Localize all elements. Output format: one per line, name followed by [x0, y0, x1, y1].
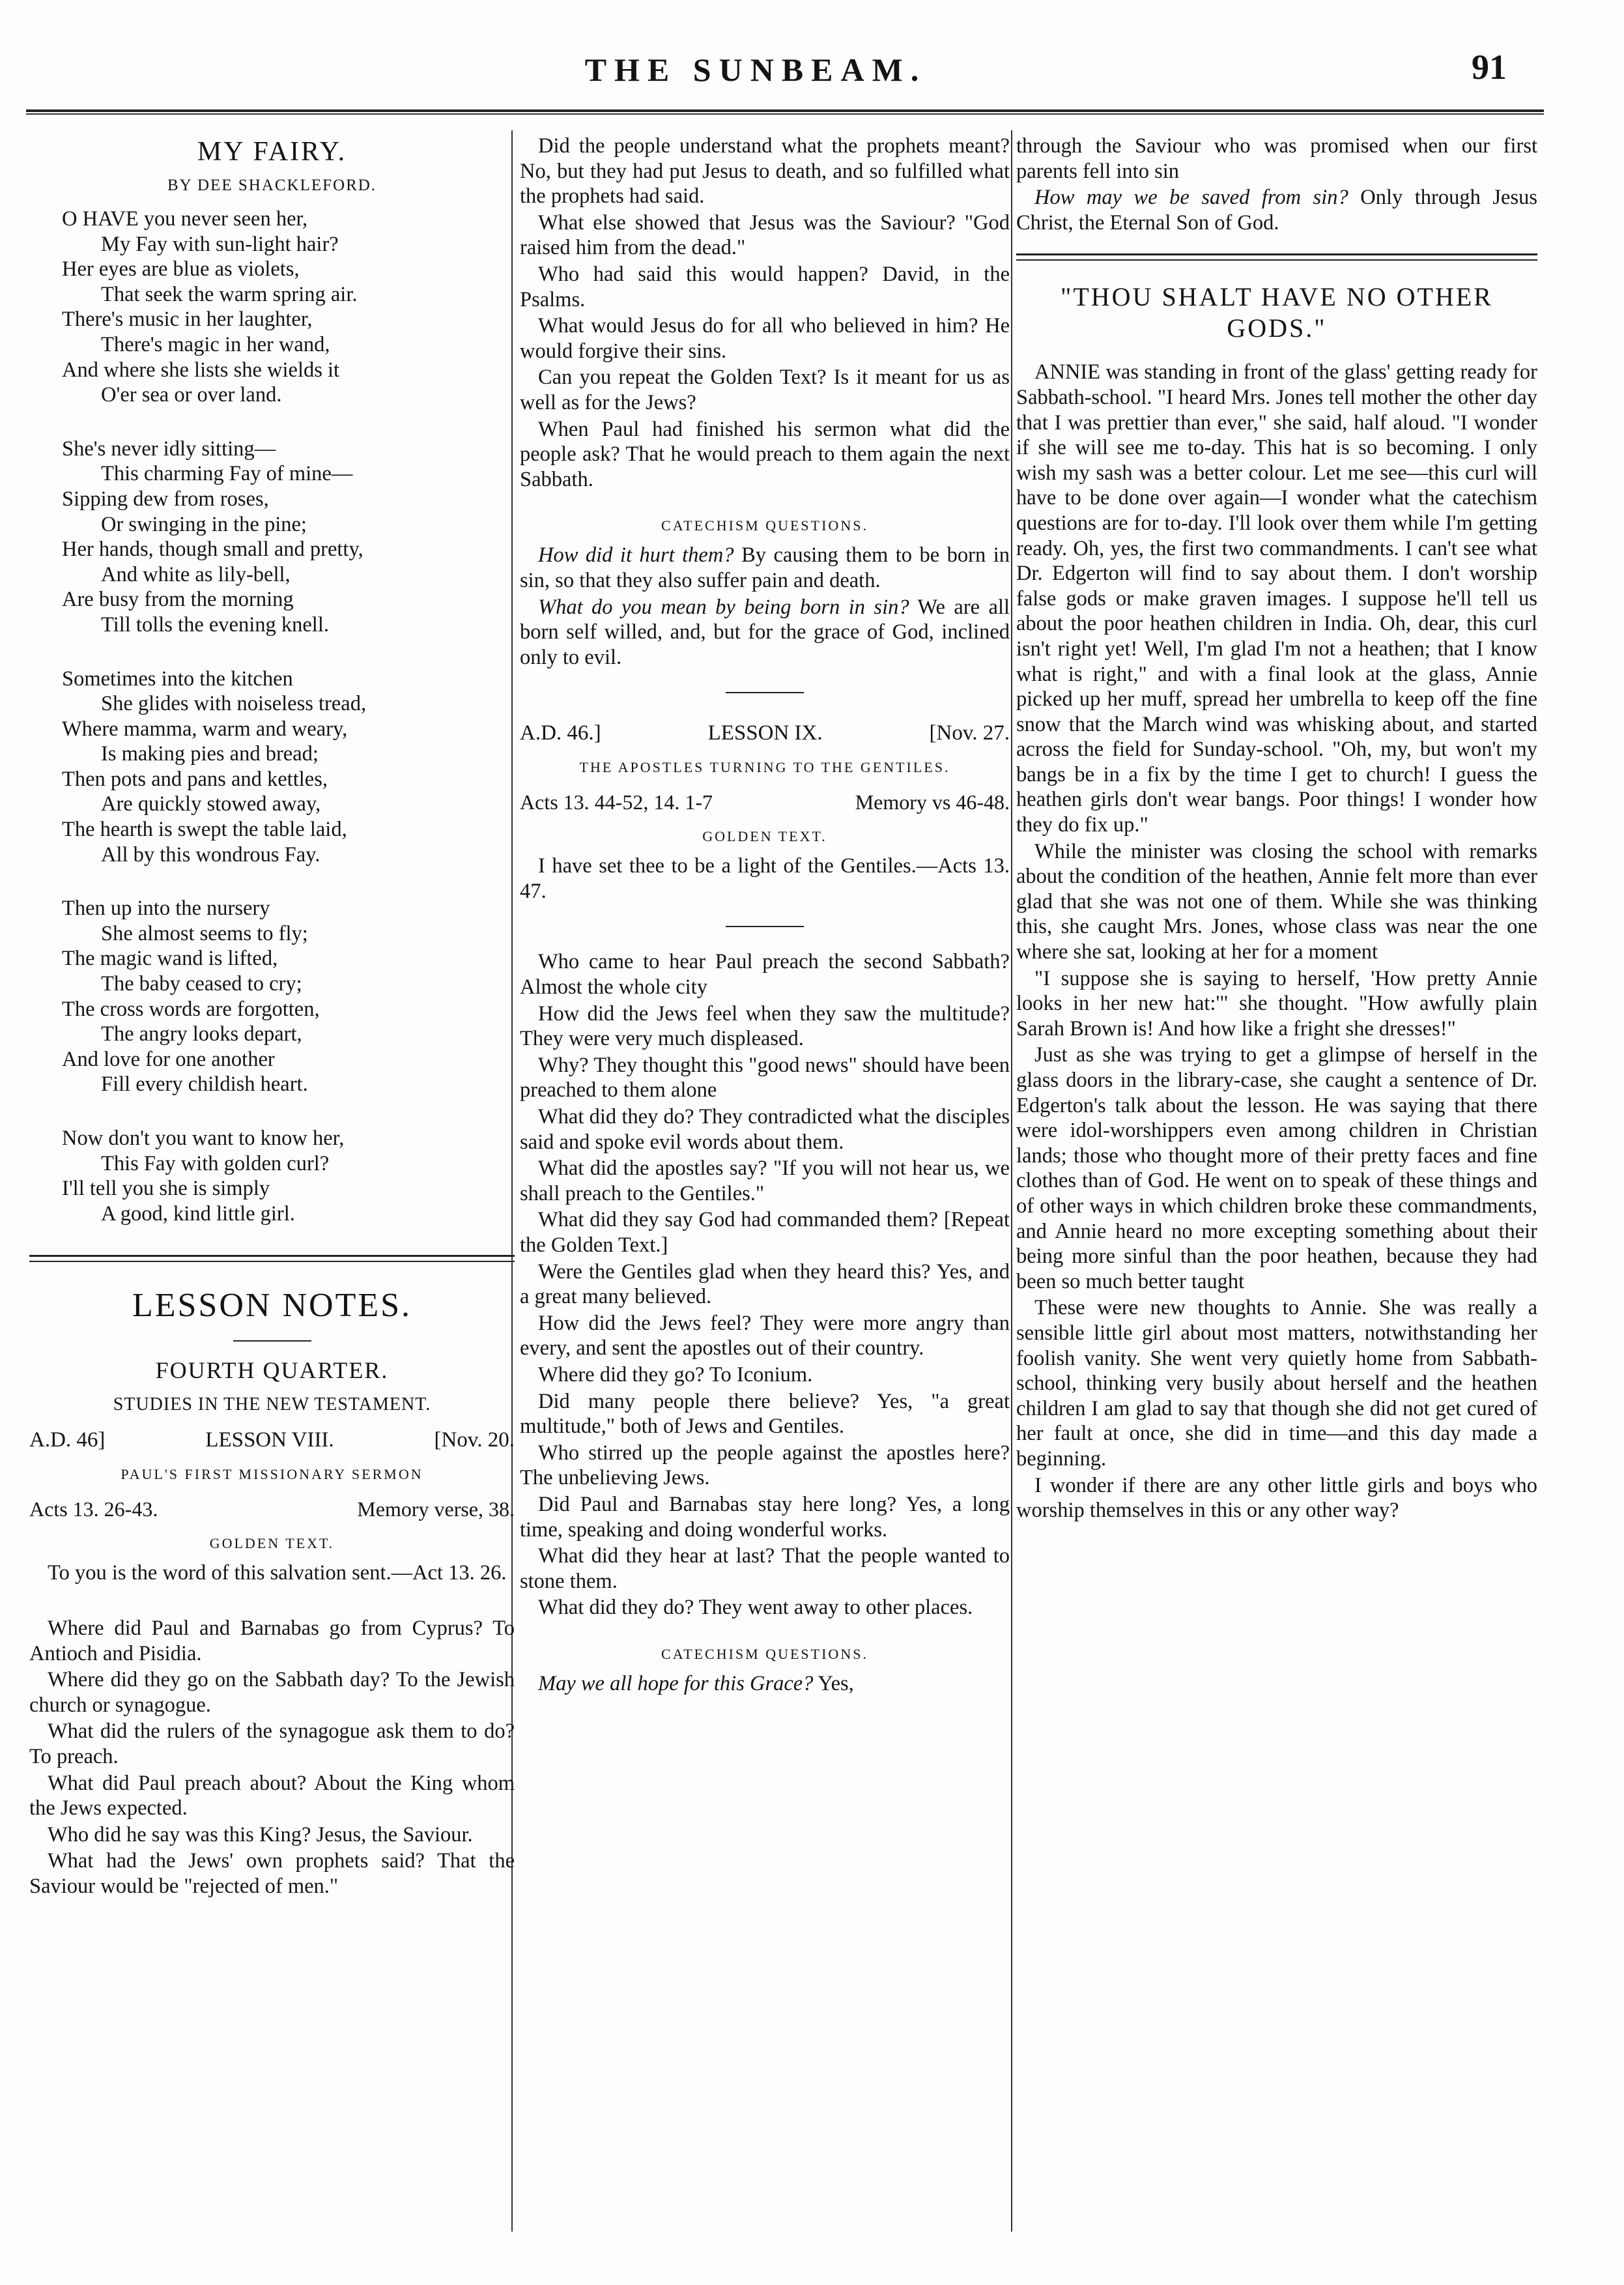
poem-stanza [62, 1126, 515, 1226]
section-divider [29, 1255, 515, 1262]
lesson-reference-row [29, 1491, 515, 1527]
lesson-question: Where did Paul and Barnabas go from Cyprus? To Antioch and Pisidia. [29, 1616, 515, 1665]
poem-verse: All by this wondrous Fay. [101, 842, 321, 867]
poem-stanza [62, 896, 515, 1097]
lesson-question: What had the Jews' own prophets said? That the Saviour would be "rejected of men." [29, 1849, 515, 1898]
poem-byline: BY DEE SHACKLEFORD. [167, 177, 377, 194]
lesson-question: Were the Gentiles glad when they heard this? Yes, and a great many believed. [520, 1259, 1010, 1309]
poem-verse: She's never idly sitting— [62, 437, 276, 461]
poem-verse: Then up into the nursery [62, 897, 270, 921]
lesson-question: What would Jesus do for all who believed in him? He would forgive their sins. [520, 314, 1010, 363]
catechism-label: CATECHISM QUESTIONS. [661, 1645, 868, 1662]
column-3 [1016, 134, 1537, 2232]
poem-stanza [62, 207, 515, 408]
poem-verse: O'er sea or over land. [101, 383, 282, 407]
lesson-number: LESSON VIII. [205, 1428, 334, 1452]
lesson-question: Where did they go? To Iconium. [538, 1362, 813, 1387]
lesson-question: What did the rulers of the synagogue ask them to do? To preach. [29, 1719, 515, 1768]
poem-verse: The hearth is swept the table laid, [62, 818, 347, 842]
catechism-question: How may we be saved from sin? [1034, 186, 1348, 210]
lesson-reference-row [520, 784, 1010, 820]
catechism-entry [520, 1671, 1010, 1697]
golden-text: To you is the word of this salvation sent.—Act 13. 26. [48, 1561, 507, 1585]
lesson-question: Who had said this would happen? David, in the Psalms. [520, 262, 1010, 311]
lesson-question: What did they say God had commanded them? [Repeat the Golden Text.] [520, 1208, 1010, 1257]
poem-verse: She glides with noiseless tread, [101, 692, 367, 716]
lesson-question: What else showed that Jesus was the Saviour? "God raised him from the dead." [520, 210, 1010, 260]
running-title: THE SUNBEAM. [584, 51, 927, 88]
story-paragraph: Just as she was trying to get a glimpse of herself in the glass doors in the library-case, she caught a sentence of Dr. Edgerton's talk about the lesson. He was saying that there were idol-worshippers even among children in Christian lands; those who thought more of their pretty faces and fine clothes than of God. He went on to speak of these things and of other ways in which children broke these commandments, and Annie heard no more excepting something about their being more sinful than the poor heathen, because they had been so much better taught [1016, 1043, 1537, 1293]
lesson-title: THE APOSTLES TURNING TO THE GENTILES. [579, 759, 950, 776]
poem-stanza [62, 667, 515, 868]
story-paragraph: "I suppose she is saying to herself, 'How pretty Annie looks in her new hat:'" she thought. "How awfully plain Sarah Brown is! And how like a fright she dresses!" [1016, 966, 1537, 1041]
scripture-reference: Acts 13. 44-52, 14. 1-7 [520, 790, 713, 814]
poem-stanza [62, 437, 515, 638]
lesson-notes-heading: LESSON NOTES. [132, 1287, 412, 1325]
poem-verse: Till tolls the evening knell. [101, 612, 329, 637]
short-rule [233, 1340, 311, 1342]
poem-verse: And where she lists she wields it [62, 358, 340, 382]
page-number: 91 [1472, 48, 1507, 87]
catechism-answer-continued: through the Saviour who was promised when our first parents fell into sin [1016, 134, 1537, 183]
poem-verse: She almost seems to fly; [101, 921, 308, 945]
catechism-answer: We are all born self willed, and, but for the grace of God, inclined only to evil. [520, 595, 1010, 669]
poem-verse: I'll tell you she is simply [62, 1177, 270, 1201]
catechism-entry [520, 595, 1010, 670]
lesson-number: LESSON IX. [707, 721, 823, 745]
memory-verse: Memory verse, 38. [357, 1497, 515, 1521]
poem-verse: Sipping dew from roses, [62, 487, 269, 511]
poem-verse: My Fay with sun-light hair? [101, 232, 339, 256]
catechism-question: May we all hope for this Grace? [538, 1671, 814, 1695]
poem-verse: Her eyes are blue as violets, [62, 257, 300, 281]
lesson-question: What did they hear at last? That the people wanted to stone them. [520, 1544, 1010, 1593]
catechism-answer: Yes, [818, 1671, 854, 1695]
catechism-label: CATECHISM QUESTIONS. [661, 517, 868, 534]
scripture-reference: Acts 13. 26-43. [29, 1497, 158, 1521]
catechism-question: What do you mean by being born in sin? [538, 595, 909, 619]
lesson-question: Did the people understand what the prophets meant? No, but they had put Jesus to death, and so fulfilled what the prophets had said. [520, 134, 1010, 208]
lesson-date: A.D. 46.] [520, 721, 601, 745]
poem-title: MY FAIRY. [197, 137, 347, 167]
poem-verse: The cross words are forgotten, [62, 997, 320, 1021]
lesson-question: What did they do? They contradicted what the disciples said and spoke evil words about them. [520, 1105, 1010, 1154]
catechism-question: How did it hurt them? [538, 543, 734, 568]
lesson-question: What did the apostles say? "If you will not hear us, we shall preach to the Gentiles." [520, 1157, 1010, 1205]
catechism-entry [1016, 185, 1537, 235]
poem-verse: Her hands, though small and pretty, [62, 538, 363, 562]
lesson-question: Who stirred up the people against the apostles here? The unbelieving Jews. [520, 1441, 1010, 1490]
poem-verse: There's magic in her wand, [101, 332, 330, 356]
story-paragraph: While the minister was closing the school with remarks about the condition of the heathen, Annie felt more than ever glad that she was not one of them. While she was thinking this, she caught Mrs. Jones, whose class was near the one where she sat, looking at her for a moment [1016, 839, 1537, 964]
lesson-date: A.D. 46] [29, 1428, 106, 1452]
column-2 [520, 134, 1010, 2232]
poem-verse: That seek the warm spring air. [101, 282, 358, 306]
story-title: "THOU SHALT HAVE NO OTHER GODS." [1061, 282, 1493, 343]
short-rule [726, 926, 804, 927]
poem-verse: The magic wand is lifted, [62, 947, 278, 971]
poem-verse: Are quickly stowed away, [101, 792, 321, 816]
story-paragraph: ANNIE was standing in front of the glass' getting ready for Sabbath-school. "I heard Mrs. Jones tell mother the other day that I was prettier than ever," she said, half aloud. "I wonder if she will see me to-day. This hat is so becoming. I only wish my sash was a better colour. Let me see—this curl will have to be done over again—I wonder what the catechism questions are for to-day. I'll look over them while I'm getting ready. Oh, yes, the first two commandments. I can't see what Dr. Edgerton will find to say about them. I don't worship false gods or make graven images. I suppose he'll tell us about the poor heathen children in India. Oh, dear, this curl isn't right yet! Well, I'm glad I'm not a heathen; that I know what is right," and with a final look at the glass, Annie picked up her muff, spread her umbrella to keep off the fine snow that the March wind was whisking about, and started across the field for Sunday-school. "Oh, my, but won't my bangs be in a fix by the time I get to church! I guess the heathen girls don't wear bangs. Poor things! I wonder how they do fix up." [1016, 360, 1537, 837]
lesson-header-row [29, 1422, 515, 1458]
poem-verse: Are busy from the morning [62, 588, 294, 612]
lesson-question: Did many people there believe? Yes, "a great multitude," both of Jews and Gentiles. [520, 1389, 1010, 1439]
lesson-month: [Nov. 20. [434, 1428, 515, 1452]
poem-verse: And love for one another [62, 1047, 275, 1071]
short-rule [726, 692, 804, 693]
poem-verse: A good, kind little girl. [101, 1201, 295, 1226]
lesson-question: What did they do? They went away to other places. [538, 1596, 973, 1620]
section-divider [1016, 253, 1537, 261]
poem-verse: O HAVE you never seen her, [62, 207, 308, 231]
poem-verse: The angry looks depart, [101, 1022, 302, 1046]
golden-text: I have set thee to be a light of the Gentiles.—Acts 13. 47. [520, 854, 1010, 903]
golden-text-label: GOLDEN TEXT. [702, 828, 827, 845]
lesson-question: Why? They thought this "good news" should have been preached to them alone [520, 1053, 1010, 1102]
story-paragraph: These were new thoughts to Annie. She was really a sensible little girl about most matters, notwithstanding her foolish vanity. She went very quietly home from Sabbath-school, thinking very busily about herself and the heathen children I am glad to say that though she did not get cured of her fault at once, she did in time—and this day made a beginning. [1016, 1296, 1537, 1471]
poem-verse: Then pots and pans and kettles, [62, 767, 328, 791]
golden-text-label: GOLDEN TEXT. [209, 1535, 335, 1552]
lesson-question: Where did they go on the Sabbath day? To the Jewish church or synagogue. [29, 1668, 515, 1717]
poem-verse: There's music in her laughter, [62, 308, 313, 332]
poem-verse: This charming Fay of mine— [101, 462, 353, 486]
poem-verse: Where mamma, warm and weary, [62, 717, 348, 741]
lesson-title: PAUL'S FIRST MISSIONARY SERMON [121, 1466, 423, 1483]
lesson-question: Can you repeat the Golden Text? Is it meant for us as well as for the Jews? [520, 366, 1010, 414]
poem-verse: This Fay with golden curl? [101, 1151, 330, 1175]
lesson-question: Did Paul and Barnabas stay here long? Yes, a long time, speaking and doing wonderful works. [520, 1492, 1010, 1542]
column-rule [1011, 130, 1012, 2232]
running-head [0, 48, 1624, 109]
lesson-month: [Nov. 27. [929, 721, 1010, 745]
head-rule [26, 109, 1544, 115]
catechism-answer: Only through Jesus Christ, the Eternal Son of God. [1016, 186, 1537, 235]
lesson-question: How did the Jews feel when they saw the multitude? They were very much displeased. [520, 1001, 1010, 1051]
poem-verse: Is making pies and bread; [101, 742, 319, 766]
catechism-entry [520, 543, 1010, 593]
column-1 [29, 134, 515, 2232]
studies-heading: STUDIES IN THE NEW TESTAMENT. [113, 1394, 431, 1415]
lesson-question: Who did he say was this King? Jesus, the Saviour. [48, 1822, 473, 1847]
lesson-question: When Paul had finished his sermon what did the people ask? That he would preach to them again the next Sabbath. [520, 417, 1010, 491]
memory-verse: Memory vs 46-48. [855, 790, 1010, 814]
lesson-question: How did the Jews feel? They were more angry than every, and sent the apostles out of their country. [520, 1311, 1010, 1360]
lesson-question: Who came to hear Paul preach the second Sabbath? Almost the whole city [520, 950, 1010, 999]
catechism-answer: By causing them to be born in sin, so that they also suffer pain and death. [520, 543, 1010, 592]
poem-verse: And white as lily-bell, [101, 562, 291, 586]
poem-verse: Or swinging in the pine; [101, 512, 307, 536]
poem-verse: Sometimes into the kitchen [62, 667, 293, 691]
story-paragraph: I wonder if there are any other little girls and boys who worship themselves in this or any other way? [1016, 1473, 1537, 1523]
quarter-heading: FOURTH QUARTER. [155, 1357, 389, 1384]
lesson-header-row [520, 715, 1010, 751]
lesson-question: What did Paul preach about? About the King whom the Jews expected. [29, 1771, 515, 1820]
poem-verse: Now don't you want to know her, [62, 1127, 345, 1150]
poem-verse: Fill every childish heart. [101, 1072, 308, 1097]
poem-verse: The baby ceased to cry; [101, 972, 302, 996]
